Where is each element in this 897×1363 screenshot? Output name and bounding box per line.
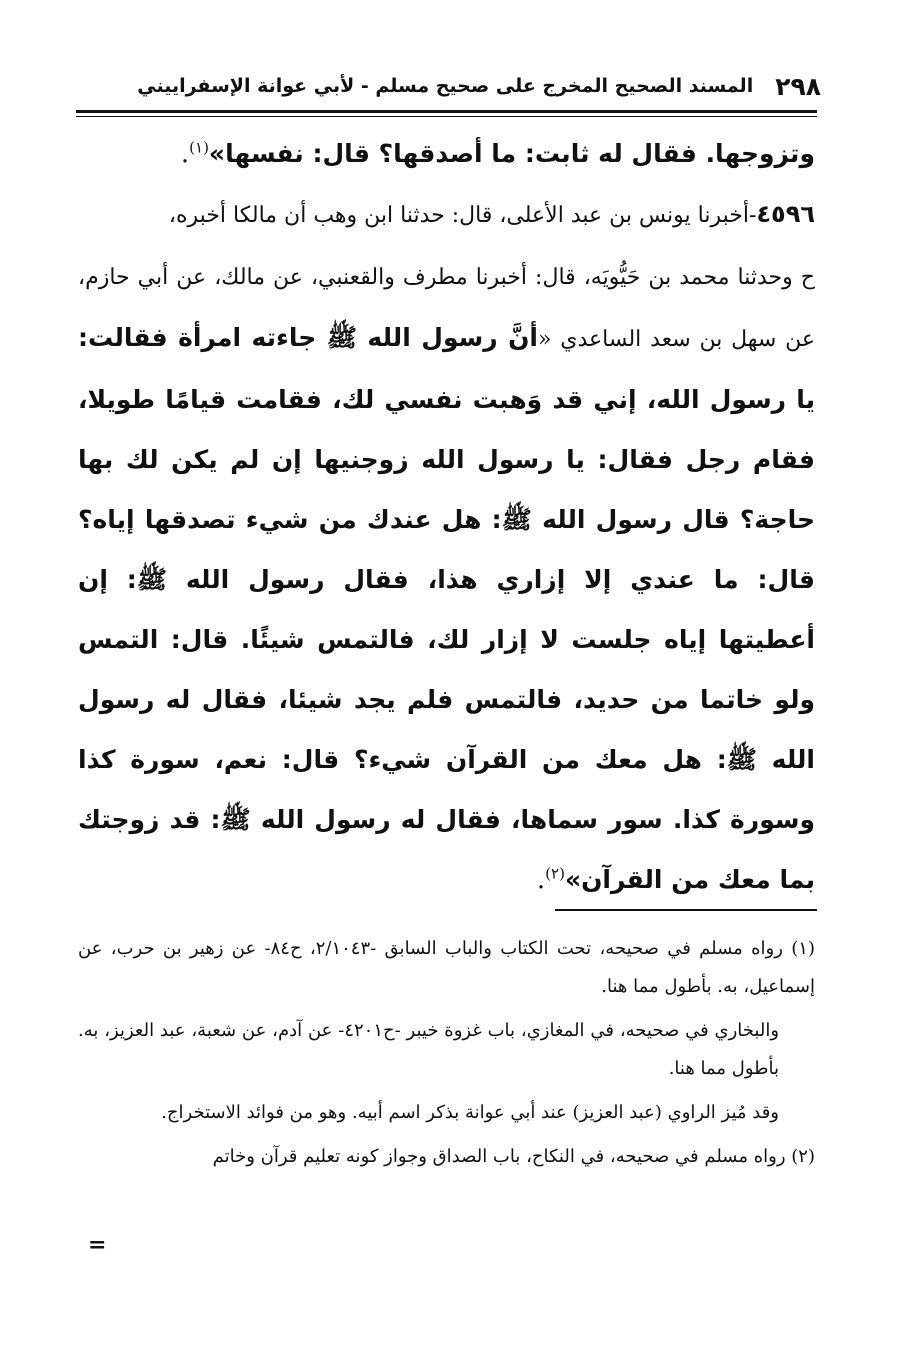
footnote-separator	[555, 909, 817, 911]
isnad-text: ح وحدثنا محمد بن حَيُّويَه، قال: أخبرنا مطرف والقعنبي، عن مالك، عن أبي حازم، عن سهل بن سعد الساعدي «	[78, 265, 815, 352]
header-rule-thin	[76, 116, 817, 117]
running-header	[76, 66, 821, 106]
footnote-1-note: وقد مُيز الراوي (عبد العزيز) عند أبي عوانة بذكر اسم أبيه. وهو من فوائد الاستخراج.	[161, 1102, 779, 1123]
footnote-2: (٢) رواه مسلم في صحيحه، في النكاح، باب الصداق وجواز كونه تعليم قرآن وخاتم	[212, 1146, 815, 1167]
hadith-text: أنَّ رسول الله ﷺ جاءته امرأة فقالت: يا رسول الله، إني قد وَهبت نفسي لك، فقامت قيامًا طويلا، فقام رجل فقال: يا رسول الله زوجنيها إن لم يكن لك بها حاجة؟ قال رسول الله ﷺ: هل عندك من شيء تصدقها إياه؟ قال: ما عندي إلا إزاري هذا، فقال رسول الله ﷺ: إن أعطيتها إياه جلست لا إزار لك، فالتمس شيئًا. قال: التمس ولو خاتما من حديد، فالتمس فلم يجد شيئا، فقال له رسول الله ﷺ: هل معك من القرآن شيء؟ قال: نعم، سورة كذا وسورة كذا. سور سماها، فقال له رسول الله ﷺ: قد زوجتك بما معك من القرآن»	[78, 323, 815, 894]
footnote-ref-1: (١)	[189, 138, 209, 157]
footnote-1: (١) رواه مسلم في صحيحه، تحت الكتاب والباب السابق -٢/١٠٤٣، ح٨٤- عن زهير بن حرب، عن إسماعيل، به. بأطول مما هنا.	[78, 938, 815, 997]
footnote-1-continued: والبخاري في صحيحه، في المغازي، باب غزوة خيبر -ح٤٢٠١- عن آدم، عن شعبة، عبد العزيز، به. بأطول مما هنا.	[78, 1020, 780, 1079]
isnad-text: -أخبرنا يونس بن عبد الأعلى، قال: حدثنا ابن وهب أن مالكا أخبره،	[168, 203, 757, 228]
continuation-mark: =	[88, 1232, 107, 1258]
header-rule-thick	[76, 110, 817, 113]
main-text	[78, 124, 815, 910]
period: .	[536, 865, 546, 895]
period: .	[180, 139, 190, 169]
hadith-number: ٤٥٩٦	[756, 200, 815, 228]
page-number: ٢٩٨	[775, 71, 821, 101]
paragraph-3	[78, 246, 815, 910]
paragraph-1	[78, 124, 815, 184]
footnote-ref-2: (٢)	[545, 864, 565, 883]
footnotes	[78, 930, 815, 1182]
paragraph-2	[78, 184, 815, 246]
hadith-text: وتزوجها. فقال له ثابت: ما أصدقها؟ قال: نفسها»	[208, 139, 815, 168]
book-title: المسند الصحيح المخرج على صحيح مسلم - لأبي عوانة الإسفراييني	[137, 75, 754, 97]
